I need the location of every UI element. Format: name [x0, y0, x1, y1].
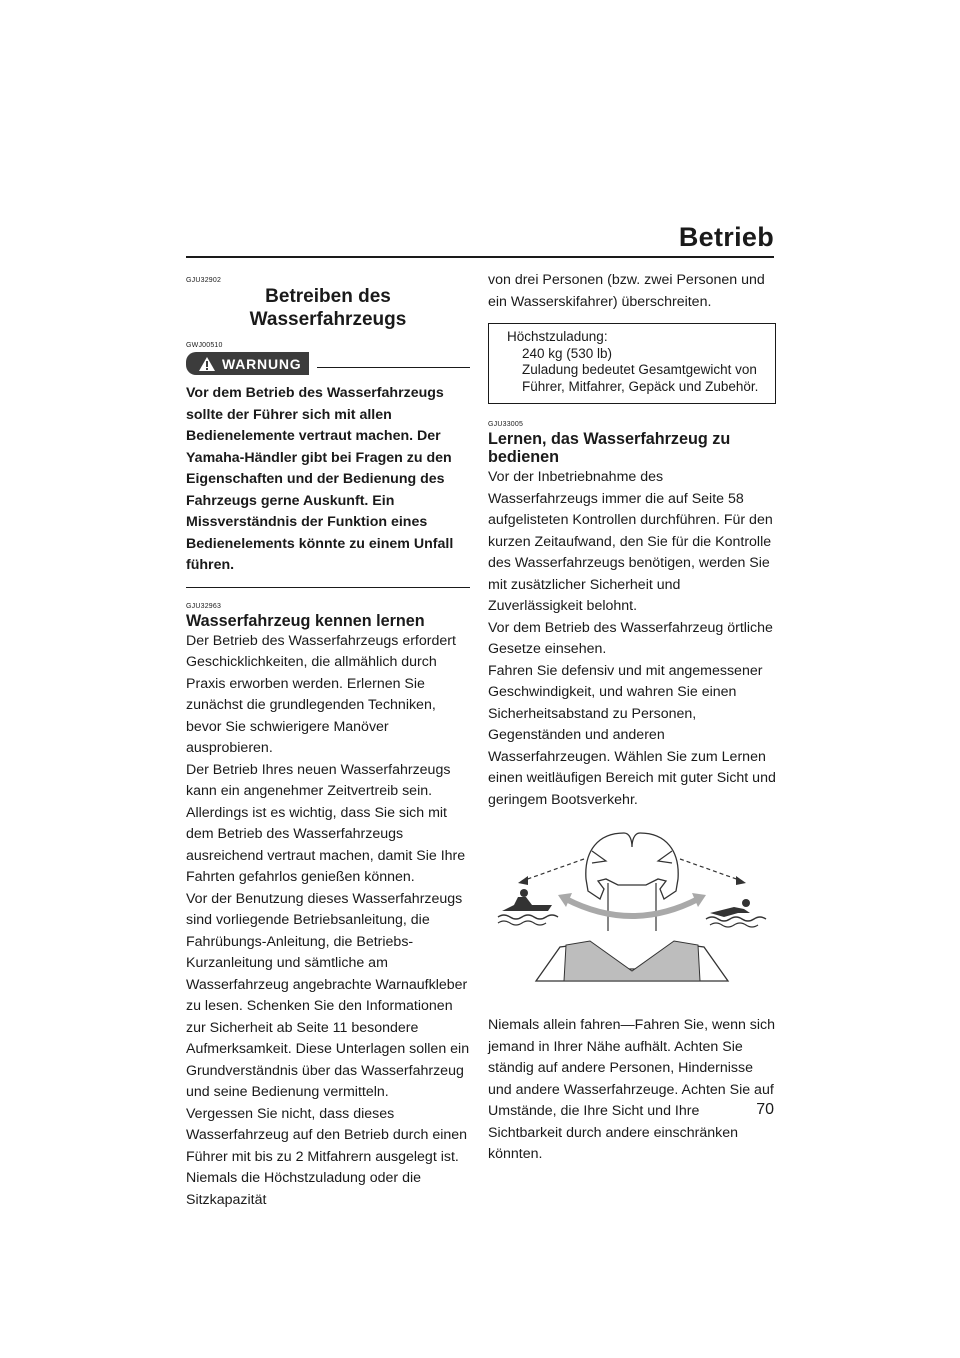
infobox-note: Zuladung bedeutet Gesamtgewicht von Führer, Mitfahrer, Gepäck und Zubehör.	[522, 362, 759, 394]
warning-header	[186, 352, 470, 375]
warning-end-rule	[186, 587, 470, 588]
infobox-value: 240 kg (530 lb)	[522, 345, 613, 361]
max-load-infobox	[488, 323, 776, 404]
paragraph: Der Betrieb des Wasserfahrzeugs erfordert Geschicklichkeiten, die allmählich durch Praxis erworben werden. Erlernen Sie zunächst die grundlegenden Techniken, bevor Sie schwierigere Manöver ausprobieren.	[186, 632, 456, 756]
paragraph: Vor der Benutzung dieses Wasserfahrzeugs sind vorliegende Betriebsanleitung, die Fahrübungs-Anleitung, die Betriebs-Kurzanleitung und sämtliche am Wasserfahrzeug angebrachte Warnaufkleber zu lesen. Schenken Sie den Informationen zur Sicherheit ab Seite 11 besondere Aufmerksamkeit. Diese Unterlagen sollen ein Grundverständnis über das Wasserfahrzeug und seine Bedienung vermitteln.	[186, 890, 470, 1100]
section-code: GJU32963	[186, 602, 222, 610]
paragraph: Vor dem Betrieb des Wasserfahrzeug örtliche Gesetze einsehen.	[488, 619, 773, 657]
warning-triangle-icon	[198, 356, 216, 372]
warning-label: WARNUNG	[222, 355, 302, 372]
warning-code: GWJ00510	[186, 342, 223, 349]
paragraph: Vor der Inbetriebnahme des Wasserfahrzeugs immer die auf Seite 58 aufgelisteten Kontrollen durchführen. Für den kurzen Zeitaufwand, den Sie für die Kontrolle des Wasserfahrzeugs benötigen, werden Sie mit zusätzlicher Sicherheit und Zuverlässigkeit belohnt.	[488, 469, 773, 614]
warning-text: Vor dem Betrieb des Wasserfahrzeugs sollte der Führer sich mit allen Bedienelemente vertraut machen. Der Yamaha-Händler gibt bei Fragen zu den Eigenschaften und der Bedienung des Fahrzeugs gerne Auskunft. Ein Missverständnis der Funktion eines Bedienelements könnte zu einem Unfall führen.	[186, 385, 454, 573]
section-title: Wasserfahrzeug kennen lernen	[186, 611, 425, 630]
paragraph: Fahren Sie defensiv und mit angemessener Geschwindigkeit, und wahren Sie einen Sicherheitsabstand zu Personen, Gegenständen und anderen Wasserfahrzeugen. Wählen Sie zum Lernen einen weitläufigen Bereich mit guter Sicht und geringem Bootsverkehr.	[488, 662, 776, 808]
section-code: GJU33005	[488, 421, 524, 428]
paragraph-continuation: von drei Personen (bzw. zwei Personen und ein Wasserskifahrer) überschreiten.	[488, 272, 765, 310]
rider-looking-around-illustration	[488, 821, 776, 1001]
paragraph: Der Betrieb Ihres neuen Wasserfahrzeugs kann ein angenehmer Zeitvertreib sein. Allerdings ist es wichtig, dass Sie sich mit dem Betrieb des Wasserfahrzeugs ausreichend vertraut machen, damit Sie Ihre Fahrten gefahrlos genießen können.	[186, 761, 466, 885]
warning-divider	[317, 367, 470, 368]
main-title-line2: Wasserfahrzeugs	[249, 309, 407, 330]
section-code: GJU32902	[186, 277, 222, 284]
page-number: 70	[756, 1101, 774, 1118]
paragraph: Vergessen Sie nicht, dass dieses Wasserfahrzeug auf den Betrieb durch einen Führer mit bis zu 2 Mitfahrern ausgelegt ist. Niemals die Höchstzuladung oder die Sitzkapazität	[186, 1105, 468, 1208]
page-header	[186, 222, 774, 258]
infobox-label: Höchstzuladung:	[507, 329, 608, 344]
section-title: Lernen, das Wasserfahrzeug zu bedienen	[488, 430, 731, 466]
warning-badge	[186, 352, 309, 375]
paragraph: Niemals allein fahren—Fahren Sie, wenn sich jemand in Ihrer Nähe aufhält. Achten Sie ständig auf andere Personen, Hindernisse und andere Wasserfahrzeuge. Achten Sie auf Umstände, die Ihre Sicht und Ihre Sichtbarkeit durch andere einschränken könnten.	[488, 1017, 776, 1162]
main-section-title	[186, 285, 470, 331]
left-column	[186, 270, 470, 1211]
chapter-title: Betrieb	[678, 222, 774, 252]
right-column	[488, 270, 776, 1166]
main-title-line1: Betreiben des	[265, 286, 391, 307]
